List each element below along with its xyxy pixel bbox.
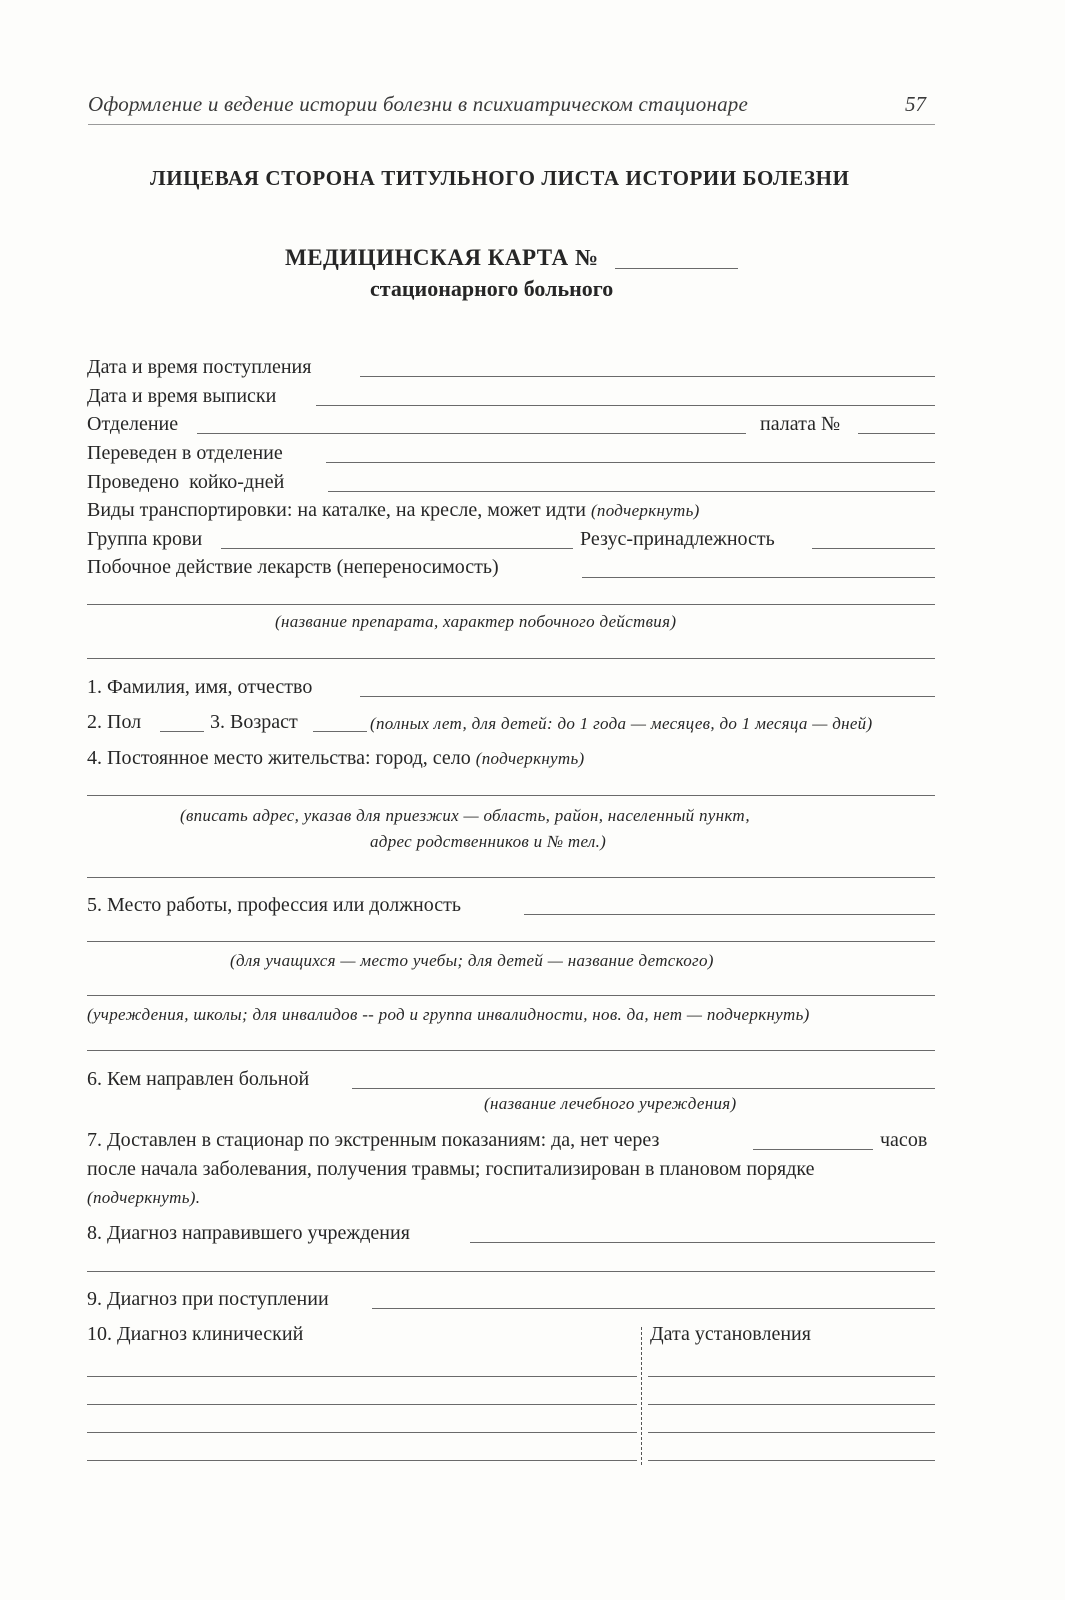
work-field-2[interactable] — [87, 941, 935, 942]
header-rule — [88, 124, 935, 125]
column-divider — [641, 1327, 642, 1465]
work-field[interactable] — [524, 914, 935, 915]
admission-field[interactable] — [360, 376, 935, 377]
side-effects-label: Побочное действие лекарств (непереносимость) — [87, 556, 499, 578]
card-subtitle: стационарного больного — [370, 276, 614, 301]
side-effects-field-2[interactable] — [87, 604, 935, 605]
running-header: Оформление и ведение истории болезни в психиатрическом стационаре — [88, 92, 748, 116]
emergency-line-1: 7. Доставлен в стационар по экстренным показаниям: да, нет через — [87, 1129, 660, 1151]
referred-note: (название лечебного учреждения) — [484, 1094, 737, 1113]
diag-admission-label: 9. Диагноз при поступлении — [87, 1288, 329, 1310]
diag-clinical-row-2[interactable] — [87, 1404, 637, 1405]
hours-label: часов — [880, 1129, 928, 1151]
work-field-3[interactable] — [87, 995, 935, 996]
admission-label: Дата и время поступления — [87, 356, 312, 378]
diag-clinical-label: 10. Диагноз клинический — [87, 1323, 304, 1345]
rh-field[interactable] — [812, 548, 935, 549]
transport-text: Виды транспортировки: на каталке, на кресле, может идти — [87, 499, 586, 521]
emergency-note: (подчеркнуть). — [87, 1188, 201, 1207]
blood-label: Группа крови — [87, 528, 203, 550]
emergency-line-2: после начала заболевания, получения травмы; госпитализирован в плановом порядке — [87, 1158, 815, 1180]
address-field[interactable] — [87, 795, 935, 796]
work-field-4[interactable] — [87, 1050, 935, 1051]
section-title: ЛИЦЕВАЯ СТОРОНА ТИТУЛЬНОГО ЛИСТА ИСТОРИИ БОЛЕЗНИ — [150, 166, 850, 190]
work-note-1: (для учащихся — место учебы; для детей — название детского) — [230, 951, 714, 970]
name-label: 1. Фамилия, имя, отчество — [87, 676, 313, 698]
department-label: Отделение — [87, 413, 179, 435]
work-label: 5. Место работы, профессия или должность — [87, 894, 461, 916]
card-title: МЕДИЦИНСКАЯ КАРТА № — [285, 245, 599, 270]
residence-text: 4. Постоянное место жительства: город, село — [87, 747, 471, 769]
sex-field[interactable] — [160, 731, 204, 732]
diag-referring-label: 8. Диагноз направившего учреждения — [87, 1222, 410, 1244]
ward-label: палата № — [760, 413, 841, 435]
diag-clinical-row-4[interactable] — [87, 1460, 637, 1461]
page-number: 57 — [905, 92, 926, 116]
referred-field[interactable] — [352, 1088, 935, 1089]
transport-note: (подчеркнуть) — [590, 501, 700, 520]
work-note-2: (учреждения, школы; для инвалидов -- род и группа инвалидности, нов. да, нет — подчеркнуть) — [87, 1005, 810, 1024]
diag-referring-field[interactable] — [470, 1242, 935, 1243]
diag-date-row-1[interactable] — [648, 1376, 935, 1377]
hours-field[interactable] — [753, 1149, 873, 1150]
discharge-field[interactable] — [316, 405, 935, 406]
side-effects-field-3[interactable] — [87, 658, 935, 659]
diag-clinical-row-1[interactable] — [87, 1376, 637, 1377]
address-note-1: (вписать адрес, указав для приезжих — область, район, населенный пункт, — [180, 806, 750, 825]
age-label: 3. Возраст — [210, 711, 298, 733]
discharge-label: Дата и время выписки — [87, 385, 277, 407]
transferred-field[interactable] — [326, 462, 935, 463]
name-field[interactable] — [360, 696, 935, 697]
age-note: (полных лет, для детей: до 1 года — месяцев, до 1 месяца — дней) — [370, 714, 873, 733]
transferred-label: Переведен в отделение — [87, 442, 283, 464]
bed-days-field[interactable] — [328, 491, 935, 492]
sex-label: 2. Пол — [87, 711, 142, 733]
department-field[interactable] — [197, 433, 746, 434]
diag-date-row-4[interactable] — [648, 1460, 935, 1461]
diag-clinical-row-3[interactable] — [87, 1432, 637, 1433]
address-field-2[interactable] — [87, 877, 935, 878]
diag-referring-field-2[interactable] — [87, 1271, 935, 1272]
diag-date-row-3[interactable] — [648, 1432, 935, 1433]
diag-date-row-2[interactable] — [648, 1404, 935, 1405]
transport-label — [87, 499, 700, 522]
residence-note: (подчеркнуть) — [475, 749, 585, 768]
bed-days-label: Проведено койко-дней — [87, 471, 285, 493]
ward-field[interactable] — [858, 433, 935, 434]
side-effects-note: (название препарата, характер побочного действия) — [275, 612, 677, 631]
referred-label: 6. Кем направлен больной — [87, 1068, 310, 1090]
address-note-2: адрес родственников и № тел.) — [370, 832, 607, 851]
rh-label: Резус-принадлежность — [580, 528, 775, 550]
blood-field[interactable] — [221, 548, 573, 549]
age-field[interactable] — [313, 731, 367, 732]
diag-admission-field[interactable] — [372, 1308, 935, 1309]
diag-date-label: Дата установления — [650, 1323, 811, 1345]
residence-label — [87, 747, 584, 770]
card-number-field[interactable] — [615, 268, 738, 269]
side-effects-field[interactable] — [582, 577, 935, 578]
